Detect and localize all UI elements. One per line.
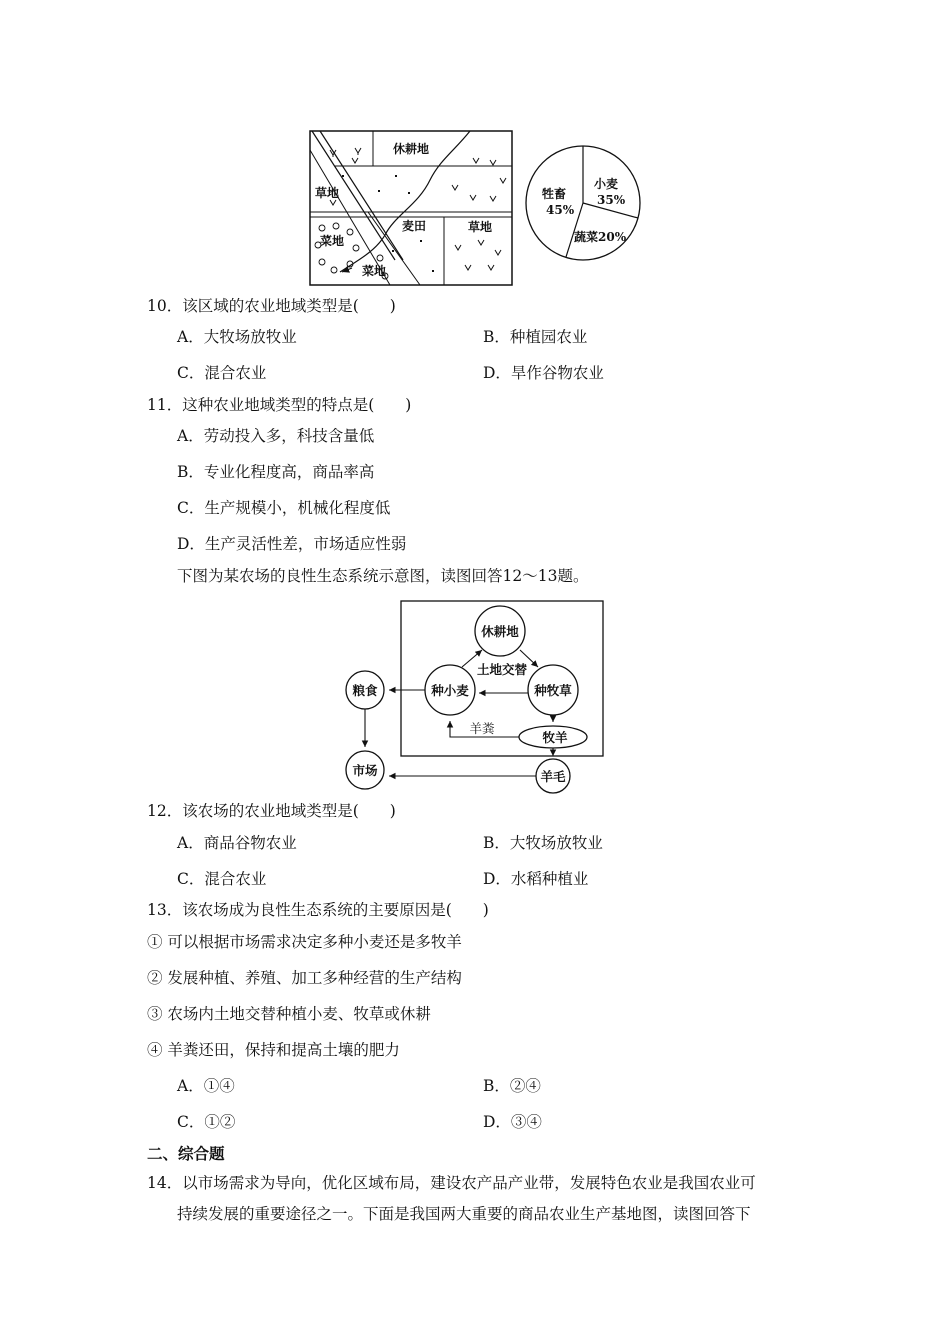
label-rotation: 土地交替 — [476, 662, 528, 677]
q10-stem: 10．该区域的农业地域类型是( ) — [147, 297, 396, 315]
q13-option-d[interactable]: D．③④ — [483, 1113, 542, 1131]
q13-statement-4: ④ 羊粪还田，保持和提高土壤的肥力 — [147, 1041, 400, 1059]
label-market: 市场 — [352, 763, 378, 778]
q14-line-1: 14．以市场需求为导向，优化区域布局，建设农产品产业带，发展特色农业是我国农业可 — [147, 1174, 756, 1192]
map-label-wheat: 麦田 — [402, 219, 427, 233]
map-label-fallow: 休耕地 — [393, 142, 430, 156]
q13-statement-1: ① 可以根据市场需求决定多种小麦还是多牧羊 — [147, 933, 462, 951]
q13-option-b[interactable]: B．②④ — [483, 1077, 541, 1095]
label-wheat: 种小麦 — [431, 683, 469, 698]
q12-option-a[interactable]: A．商品谷物农业 — [177, 834, 297, 852]
label-grain: 粮食 — [352, 683, 378, 698]
q14-line-2: 持续发展的重要途径之一。下面是我国两大重要的商品农业生产基地图，读图回答下 — [177, 1205, 751, 1223]
label-dung: 羊粪 — [469, 721, 495, 736]
label-fallow: 休耕地 — [481, 624, 519, 639]
q11-stem: 11．这种农业地域类型的特点是( ) — [147, 396, 412, 414]
section-heading: 二、综合题 — [147, 1144, 225, 1163]
pie-label-wheat: 小麦 — [594, 177, 619, 191]
pie-value-veg: 20% — [598, 230, 627, 244]
q12-option-c[interactable]: C．混合农业 — [177, 870, 267, 888]
map-label-veg2: 菜地 — [362, 264, 387, 278]
label-wool: 羊毛 — [540, 769, 566, 784]
q11-option-d[interactable]: D．生产灵活性差，市场适应性弱 — [177, 535, 407, 553]
pie-label-veg: 蔬菜 — [574, 230, 599, 244]
land-use-figure — [0, 0, 950, 300]
q12-stem: 12．该农场的农业地域类型是( ) — [147, 802, 396, 820]
pie-value-livestock: 45% — [546, 203, 575, 217]
pie-value-wheat: 35% — [597, 193, 626, 207]
ecosystem-diagram — [0, 590, 950, 800]
svg-text:蔬菜20% — [573, 229, 627, 244]
map-label-grass-right: 草地 — [468, 220, 493, 234]
q11-option-b[interactable]: B．专业化程度高，商品率高 — [177, 463, 375, 481]
q11-option-c[interactable]: C．生产规模小，机械化程度低 — [177, 499, 391, 517]
map-label-veg1: 菜地 — [320, 234, 345, 248]
q10-option-a[interactable]: A．大牧场放牧业 — [177, 328, 297, 346]
pie-chart — [526, 146, 640, 260]
q13-statement-3: ③ 农场内土地交替种植小麦、牧草或休耕 — [147, 1005, 431, 1023]
q10-option-d[interactable]: D．旱作谷物农业 — [483, 364, 604, 382]
q12-option-d[interactable]: D．水稻种植业 — [483, 870, 589, 888]
q13-statement-2: ② 发展种植、养殖、加工多种经营的生产结构 — [147, 969, 462, 987]
label-sheep: 牧羊 — [542, 730, 568, 745]
q13-stem: 13．该农场成为良性生态系统的主要原因是( ) — [147, 901, 489, 919]
q10-option-c[interactable]: C．混合农业 — [177, 364, 267, 382]
intro-12-13: 下图为某农场的良性生态系统示意图，读图回答12～13题。 — [177, 567, 589, 585]
q13-option-a[interactable]: A．①④ — [177, 1077, 235, 1095]
pie-label-livestock: 牲畜 — [542, 187, 567, 201]
label-grass: 种牧草 — [534, 683, 572, 698]
q11-option-a[interactable]: A．劳动投入多，科技含量低 — [177, 427, 375, 445]
q10-option-b[interactable]: B．种植园农业 — [483, 328, 588, 346]
q12-option-b[interactable]: B．大牧场放牧业 — [483, 834, 603, 852]
q13-option-c[interactable]: C．①② — [177, 1113, 236, 1131]
map-label-grass-left: 草地 — [315, 186, 340, 200]
